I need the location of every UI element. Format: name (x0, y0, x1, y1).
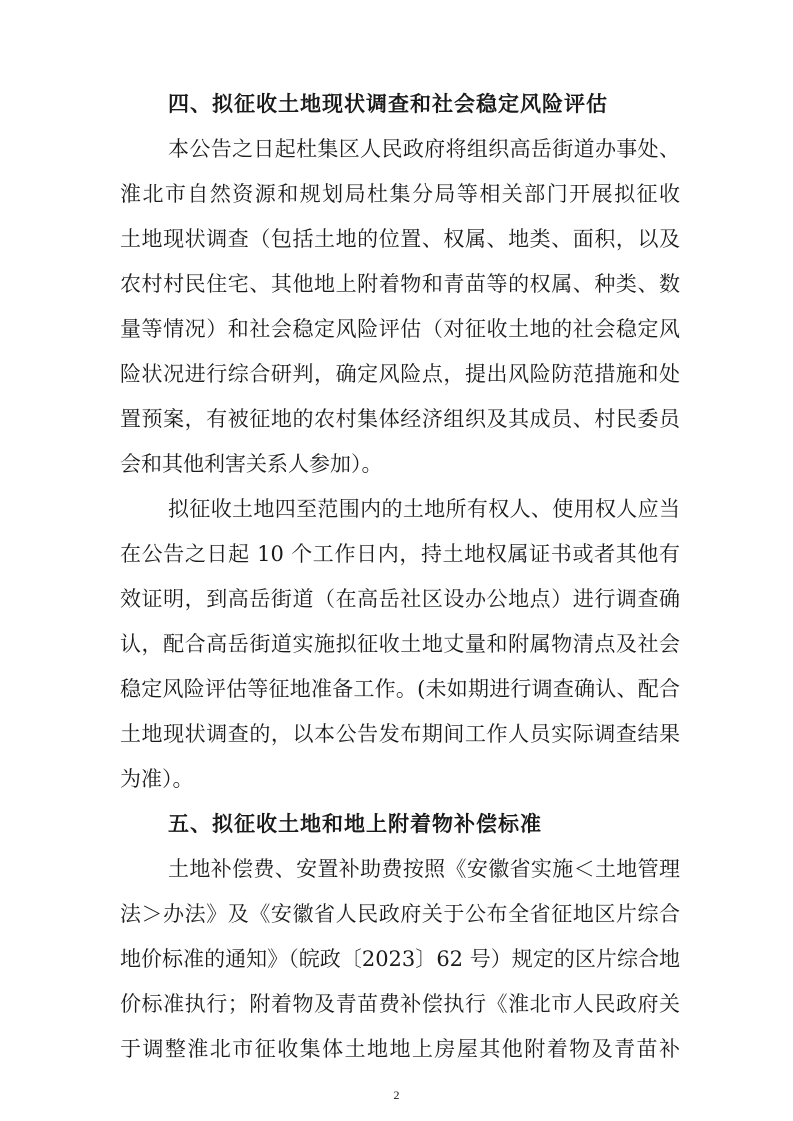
text-line: 险状况进行综合研判，确定风险点，提出风险防范措施和处 (120, 362, 680, 386)
text-line: 拟征收土地四至范围内的土地所有权人、使用权人应当 (168, 497, 680, 521)
text-line: 效证明，到高岳街道（在高岳社区设办公地点）进行调查确 (120, 587, 680, 611)
text-line: 本公告之日起杜集区人民政府将组织高岳街道办事处、 (168, 137, 680, 161)
text-line: 农村村民住宅、其他地上附着物和青苗等的权属、种类、数 (120, 272, 680, 296)
text-line: 认，配合高岳街道实施拟征收土地丈量和附属物清点及社会 (120, 632, 680, 656)
page-number: 2 (393, 1088, 400, 1102)
text-line: 稳定风险评估等征地准备工作。(未如期进行调查确认、配合 (120, 677, 680, 701)
text-line: 地价标准的通知》（皖政〔2023〕62 号）规定的区片综合地 (120, 947, 680, 971)
text-line: 淮北市自然资源和规划局杜集分局等相关部门开展拟征收 (120, 182, 680, 206)
text-line: 为准）。 (120, 767, 194, 791)
text-line: 法＞办法》及《安徽省人民政府关于公布全省征地区片综合 (120, 902, 680, 926)
text-line: 于调整淮北市征收集体土地地上房屋其他附着物及青苗补 (120, 1037, 680, 1061)
section-5-heading: 五、拟征收土地和地上附着物补偿标准 (168, 812, 542, 836)
text-line: 在公告之日起 10 个工作日内，持土地权属证书或者其他有 (120, 542, 680, 566)
text-line: 土地补偿费、安置补助费按照《安徽省实施＜土地管理 (168, 857, 680, 881)
text-line: 价标准执行；附着物及青苗费补偿执行《淮北市人民政府关 (120, 992, 680, 1016)
text-line: 量等情况）和社会稳定风险评估（对征收土地的社会稳定风 (120, 317, 680, 341)
text-line: 会和其他利害关系人参加）。 (120, 452, 383, 476)
text-line: 土地现状调查（包括土地的位置、权属、地类、面积，以及 (120, 227, 680, 251)
section-4-heading: 四、拟征收土地现状调查和社会稳定风险评估 (168, 92, 608, 116)
text-line: 置预案，有被征地的农村集体经济组织及其成员、村民委员 (120, 407, 680, 431)
text-line: 土地现状调查的，以本公告发布期间工作人员实际调查结果 (120, 722, 680, 746)
